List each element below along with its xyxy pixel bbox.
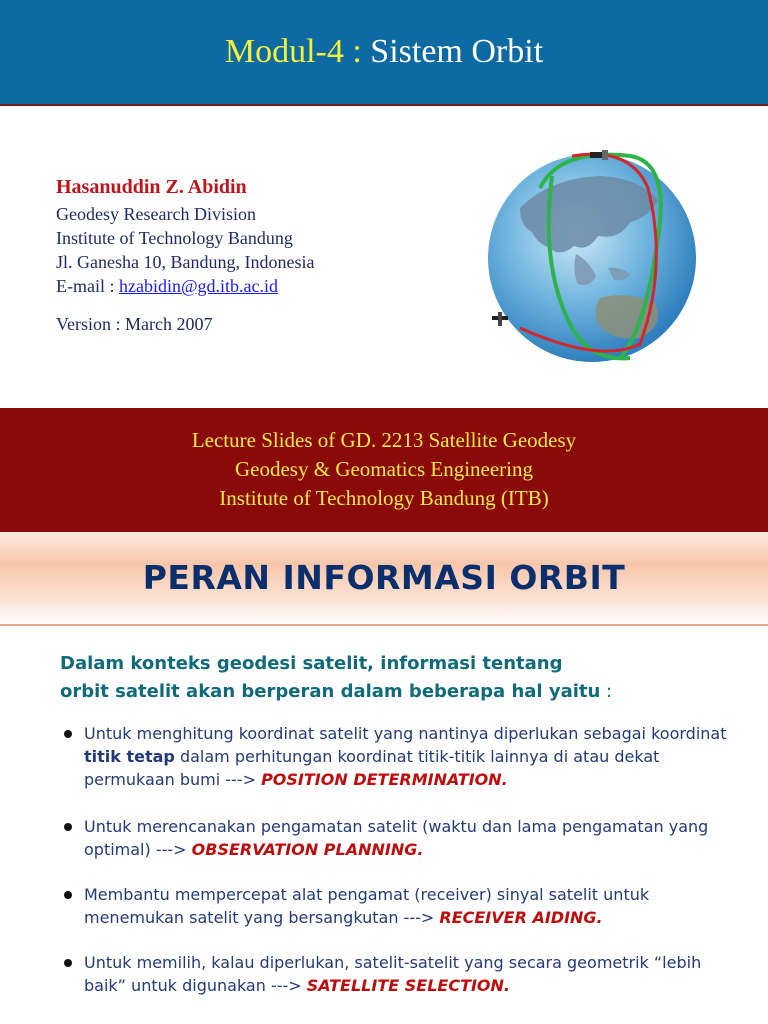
bullet-text: Membantu mempercepat alat pengamat (receiver) sinyal satelit untuk menemukan satelit yang bersangkutan ---> <box>84 885 650 927</box>
header-divider <box>0 624 768 626</box>
bullet-strong: titik tetap <box>84 747 175 766</box>
intro-line-2 <box>60 678 740 706</box>
email-label: E-mail : <box>56 276 119 296</box>
course-line-1: Lecture Slides of GD. 2213 Satellite Geodesy <box>191 428 577 452</box>
bullet-keyword: RECEIVER AIDING. <box>439 908 603 927</box>
email-link[interactable]: hzabidin@gd.itb.ac.id <box>118 276 279 296</box>
globe-image <box>480 148 710 366</box>
bullet-text: Untuk merencanakan pengamatan satelit (waktu dan lama pengamatan yang optimal) ---> <box>84 817 709 859</box>
author-email-line <box>56 274 476 298</box>
module-label: Modul-4 : <box>224 33 362 70</box>
slide-2 <box>0 532 768 1024</box>
list-item <box>64 815 744 861</box>
title-bar <box>0 0 768 106</box>
bullet-icon <box>64 891 72 899</box>
course-info-band <box>0 408 768 532</box>
topic-label: Sistem Orbit <box>370 33 544 70</box>
course-line-2: Geodesy & Geomatics Engineering <box>235 457 533 481</box>
intro-line-1: Dalam konteks geodesi satelit, informasi tentang <box>60 653 563 674</box>
bullet-keyword: POSITION DETERMINATION. <box>261 770 508 789</box>
bullet-text-b: dalam perhitungan koordinat titik-titik lainnya di atau dekat permukaan bumi ---> <box>84 747 660 789</box>
intro-colon: : <box>600 681 613 702</box>
slide-2-title: PERAN INFORMASI ORBIT <box>142 558 626 597</box>
author-block <box>56 174 476 336</box>
earth-globe-icon <box>480 148 710 366</box>
bullet-icon <box>64 959 72 967</box>
course-line-3: Institute of Technology Bandung (ITB) <box>219 486 549 510</box>
slide-2-header <box>0 532 768 626</box>
slide-title <box>0 30 768 74</box>
bullet-icon <box>64 823 72 831</box>
bullet-text: Untuk menghitung koordinat satelit yang nantinya diperlukan sebagai koordinat <box>84 724 727 743</box>
author-name: Hasanuddin Z. Abidin <box>56 176 247 198</box>
intro-line-2-text: orbit satelit akan berperan dalam beberapa hal yaitu <box>60 681 601 702</box>
author-address: Jl. Ganesha 10, Bandung, Indonesia <box>56 252 315 272</box>
bullet-keyword: SATELLITE SELECTION. <box>306 976 510 995</box>
bullet-keyword: OBSERVATION PLANNING. <box>191 840 424 859</box>
author-institute: Institute of Technology Bandung <box>56 228 293 248</box>
version-label: Version : March 2007 <box>56 314 213 334</box>
list-item <box>64 883 744 929</box>
role-list <box>64 722 744 997</box>
author-division: Geodesy Research Division <box>56 204 256 224</box>
list-item <box>64 951 744 997</box>
intro-text <box>60 650 740 706</box>
list-item <box>64 722 744 791</box>
bullet-text: Untuk memilih, kalau diperlukan, satelit-satelit yang secara geometrik “lebih baik” untuk digunakan ---> <box>84 953 702 995</box>
bullet-icon <box>64 730 72 738</box>
